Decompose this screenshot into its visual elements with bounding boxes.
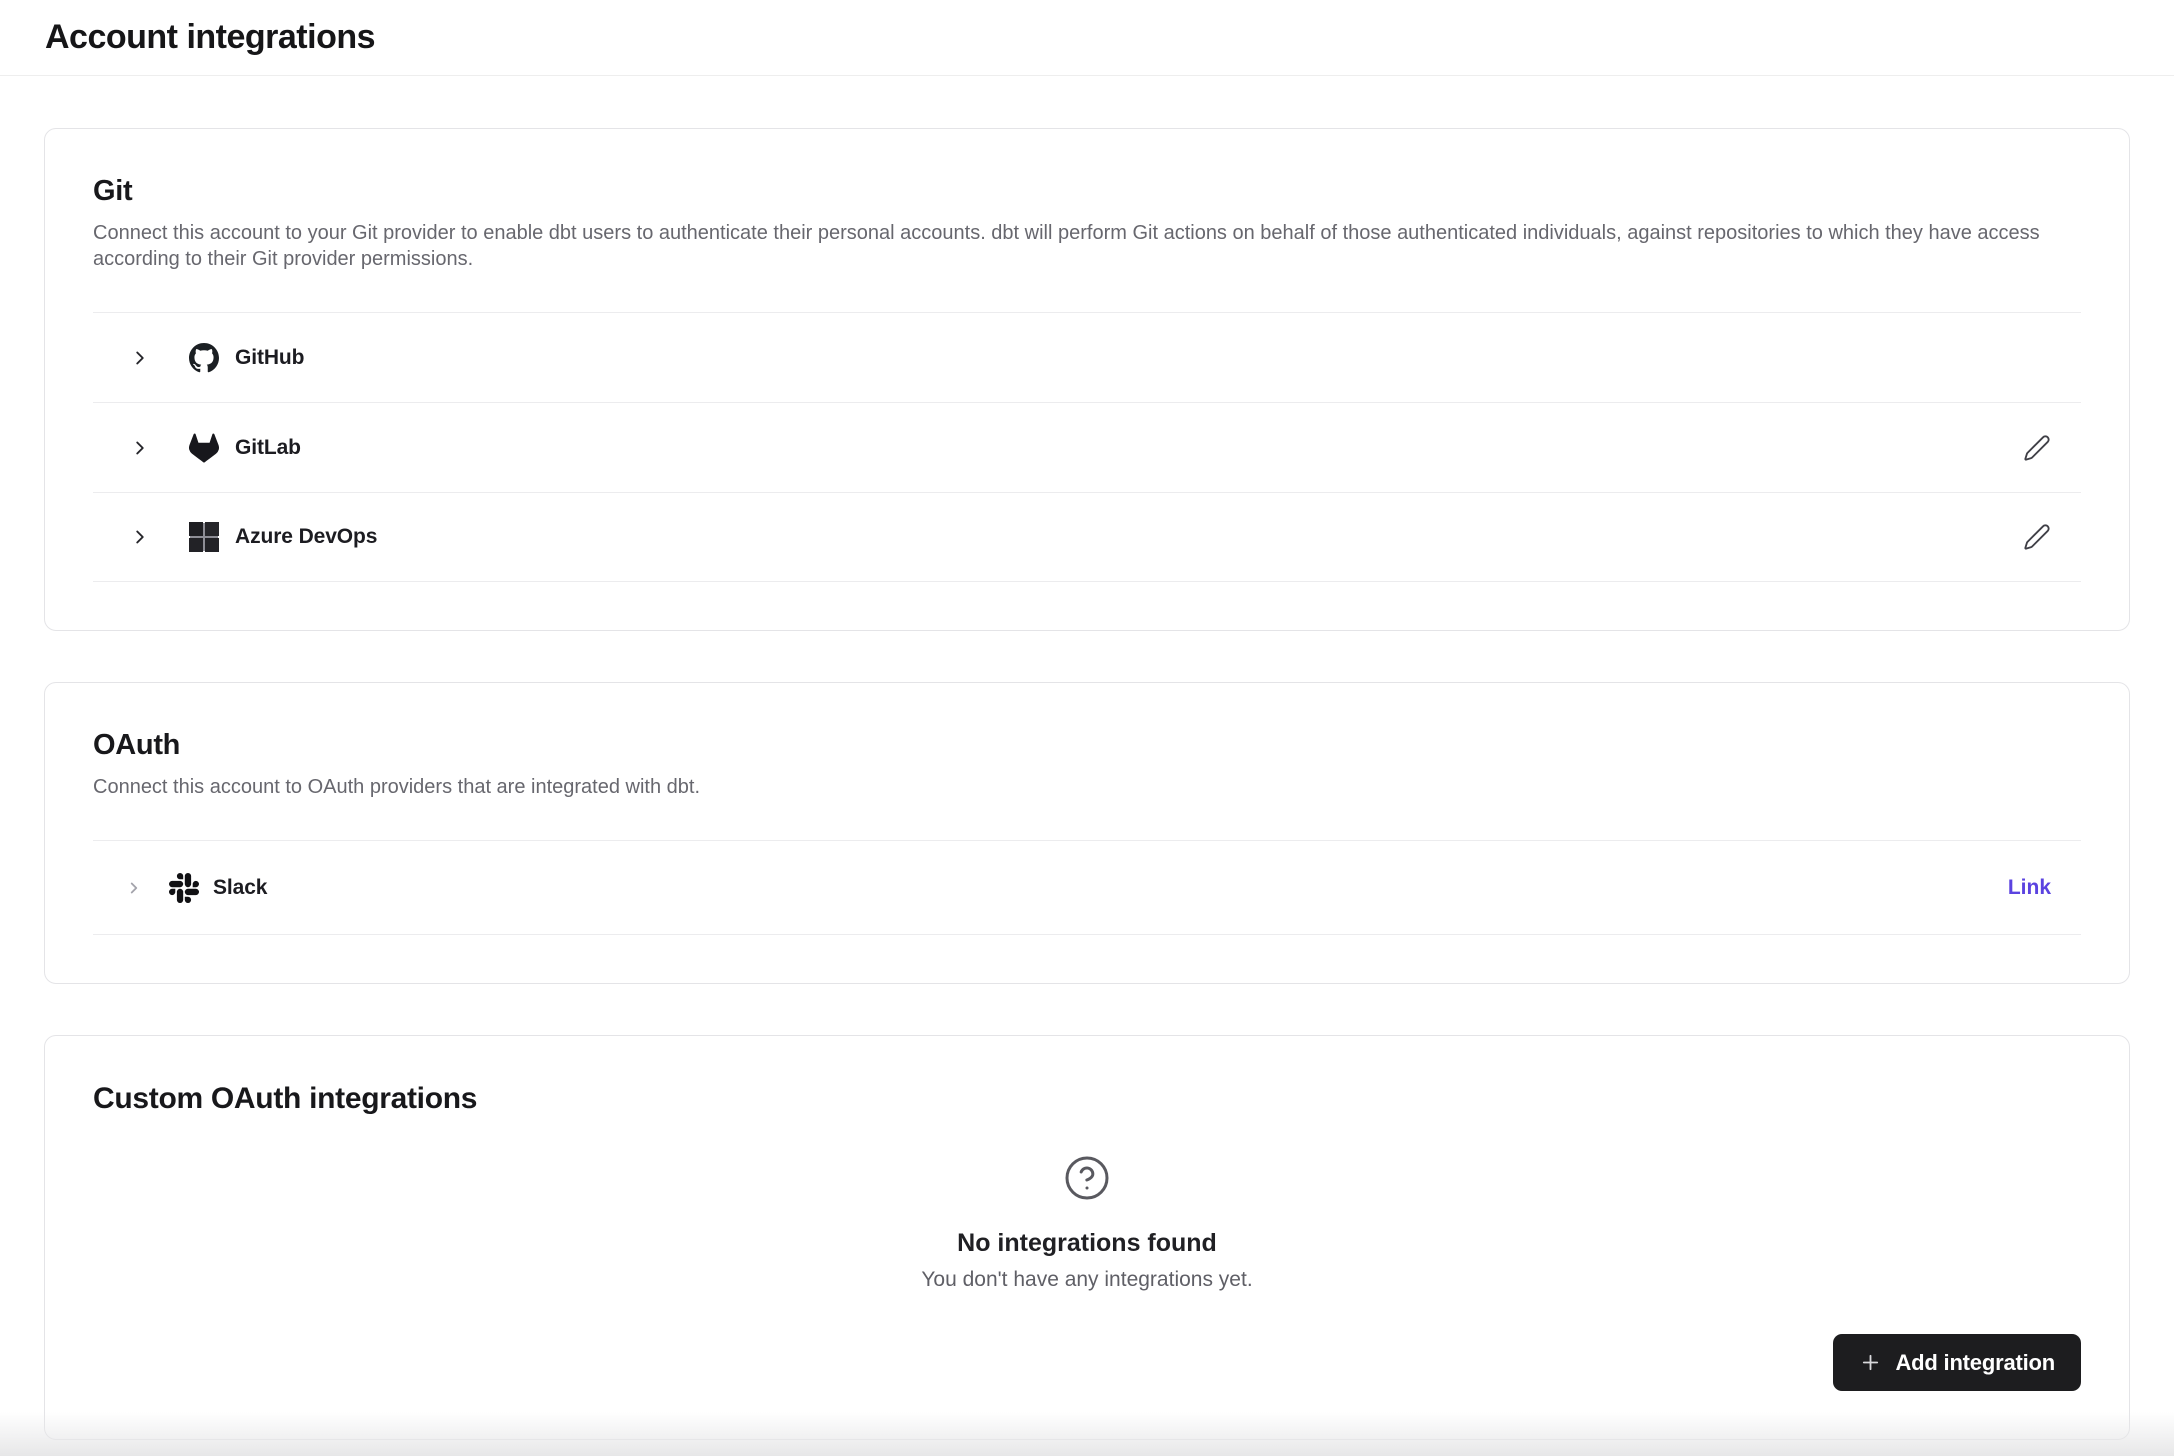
git-provider-row-gitlab[interactable] — [93, 402, 2081, 492]
empty-state — [93, 1154, 2081, 1292]
plus-icon — [1859, 1351, 1882, 1374]
empty-state-title: No integrations found — [957, 1229, 1217, 1257]
git-card — [44, 128, 2130, 631]
oauth-provider-row-slack[interactable] — [93, 840, 2081, 935]
chevron-right-icon[interactable] — [129, 437, 151, 459]
azure-devops-icon — [189, 522, 219, 552]
provider-name: Azure DevOps — [235, 525, 378, 548]
custom-oauth-card-title: Custom OAuth integrations — [93, 1082, 478, 1115]
chevron-right-icon[interactable] — [125, 879, 143, 897]
provider-name: Slack — [213, 875, 268, 899]
provider-name: GitLab — [235, 435, 301, 459]
gitlab-icon — [189, 433, 219, 463]
git-provider-list — [93, 312, 2081, 582]
git-provider-row-azure-devops[interactable] — [93, 492, 2081, 582]
oauth-card-title: OAuth — [93, 729, 181, 761]
github-icon — [189, 343, 219, 373]
oauth-card — [44, 682, 2130, 984]
main-content — [0, 76, 2174, 1440]
card-actions — [93, 1334, 2081, 1391]
chevron-right-icon[interactable] — [129, 526, 151, 548]
slack-icon — [169, 873, 199, 903]
edit-pencil-icon[interactable] — [2023, 523, 2051, 551]
chevron-right-icon[interactable] — [129, 347, 151, 369]
empty-state-subtitle: You don't have any integrations yet. — [921, 1268, 1253, 1291]
git-card-description: Connect this account to your Git provider to enable dbt users to authenticate their personal accounts. dbt will perform Git actions on behalf of those authenticated individuals, against repositories to which they have access according to their Git provider permissions. — [93, 222, 2040, 270]
edit-pencil-icon[interactable] — [2023, 434, 2051, 462]
provider-name: GitHub — [235, 345, 305, 369]
custom-oauth-card — [44, 1035, 2130, 1440]
git-provider-row-github[interactable] — [93, 312, 2081, 402]
oauth-provider-list — [93, 840, 2081, 935]
git-card-title: Git — [93, 175, 133, 207]
oauth-card-description: Connect this account to OAuth providers that are integrated with dbt. — [93, 776, 701, 798]
page-header — [0, 0, 2174, 76]
page-title: Account integrations — [45, 18, 376, 56]
slack-link-action[interactable]: Link — [2007, 875, 2051, 899]
add-integration-button[interactable] — [1833, 1334, 2081, 1391]
add-integration-button-label: Add integration — [1895, 1349, 2055, 1375]
help-circle-icon — [1063, 1154, 1111, 1202]
